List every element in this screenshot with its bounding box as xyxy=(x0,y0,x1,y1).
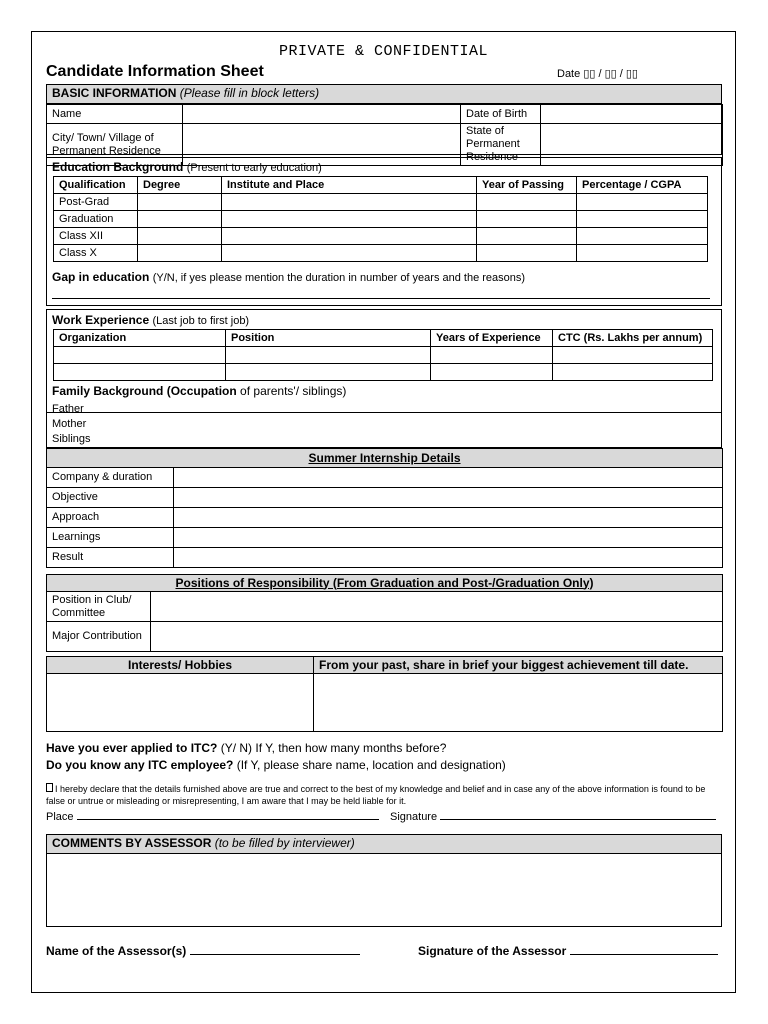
work-heading-row xyxy=(52,313,249,327)
internship-row-label: Learnings xyxy=(47,528,174,548)
place-label: Place xyxy=(46,811,74,823)
internship-row-label: Result xyxy=(47,548,174,568)
assessor-signature-label: Signature of the Assessor xyxy=(418,944,567,958)
work-col-ctc: CTC (Rs. Lakhs per annum) xyxy=(553,330,713,347)
edu-col-percentage: Percentage / CGPA xyxy=(577,177,708,194)
work-note: (Last job to first job) xyxy=(152,315,250,327)
gap-heading-row xyxy=(52,270,525,284)
gap-heading: Gap in education xyxy=(52,270,150,284)
edu-cell[interactable] xyxy=(222,245,477,262)
internship-table xyxy=(46,448,723,568)
work-cell[interactable] xyxy=(431,364,553,381)
place-input[interactable] xyxy=(77,819,379,820)
declaration-checkbox-icon[interactable] xyxy=(46,783,53,792)
edu-row-label: Graduation xyxy=(54,211,138,228)
dob-input[interactable] xyxy=(541,105,723,124)
declaration-text: I hereby declare that the details furnished above are true and correct to the best of my knowledge and belief and in case any of the above information is found to be false or untrue or misleading or misrepresenting, I am aware that I may be held liable for it. xyxy=(46,784,706,806)
por-input[interactable] xyxy=(151,592,723,622)
edu-row-label: Post-Grad xyxy=(54,194,138,211)
city-label: City/ Town/ Village of Permanent Residence xyxy=(47,124,183,166)
assessor-note: (to be filled by interviewer) xyxy=(214,836,355,850)
edu-cell[interactable] xyxy=(577,245,708,262)
education-section xyxy=(46,157,722,306)
work-cell[interactable] xyxy=(431,347,553,364)
place-field xyxy=(46,811,379,823)
work-section xyxy=(46,309,722,413)
questions-block xyxy=(46,740,506,774)
work-table xyxy=(53,329,713,381)
hobbies-input[interactable] xyxy=(47,674,314,732)
edu-cell[interactable] xyxy=(577,194,708,211)
name-input[interactable] xyxy=(183,105,461,124)
date-label: Date xyxy=(557,68,581,80)
por-heading: Positions of Responsibility (From Graduation and Post-/Graduation Only) xyxy=(47,575,723,592)
form-page xyxy=(31,31,736,993)
edu-col-degree: Degree xyxy=(138,177,222,194)
edu-cell[interactable] xyxy=(577,228,708,245)
assessor-name-input[interactable] xyxy=(190,954,360,955)
edu-col-institute: Institute and Place xyxy=(222,177,477,194)
confidential-label: PRIVATE & CONFIDENTIAL xyxy=(278,43,489,60)
edu-cell[interactable] xyxy=(138,228,222,245)
internship-heading: Summer Internship Details xyxy=(47,449,723,468)
itc-applied-note: (Y/ N) If Y, then how many months before? xyxy=(220,741,447,755)
work-cell[interactable] xyxy=(54,364,226,381)
edu-cell[interactable] xyxy=(222,194,477,211)
edu-cell[interactable] xyxy=(477,228,577,245)
internship-row-label: Approach xyxy=(47,508,174,528)
basic-info-section xyxy=(46,84,722,163)
edu-cell[interactable] xyxy=(138,194,222,211)
internship-row-label: Company & duration xyxy=(47,468,174,488)
hobbies-table xyxy=(46,656,723,732)
family-note: of parents'/ siblings) xyxy=(240,384,347,398)
internship-row-label: Objective xyxy=(47,488,174,508)
work-cell[interactable] xyxy=(553,347,713,364)
itc-employee-question xyxy=(46,757,506,774)
work-heading: Work Experience xyxy=(52,313,150,327)
work-cell[interactable] xyxy=(54,347,226,364)
work-cell[interactable] xyxy=(226,364,431,381)
signature-label: Signature xyxy=(390,811,438,823)
date-field[interactable] xyxy=(557,67,638,80)
assessor-name-label: Name of the Assessor(s) xyxy=(46,944,187,958)
education-table xyxy=(53,176,708,262)
hobbies-heading: Interests/ Hobbies xyxy=(47,657,314,674)
edu-cell[interactable] xyxy=(577,211,708,228)
signature-input[interactable] xyxy=(440,819,716,820)
family-siblings-label: Siblings xyxy=(52,433,91,445)
edu-cell[interactable] xyxy=(138,245,222,262)
name-label: Name xyxy=(47,105,183,124)
basic-info-heading: BASIC INFORMATION xyxy=(52,86,177,100)
internship-input[interactable] xyxy=(174,508,723,528)
education-note: (Present to early education) xyxy=(186,162,322,174)
internship-input[interactable] xyxy=(174,548,723,568)
education-heading-row xyxy=(52,160,322,174)
internship-input[interactable] xyxy=(174,468,723,488)
achievement-heading: From your past, share in brief your biggest achievement till date. xyxy=(314,657,723,674)
work-col-position: Position xyxy=(226,330,431,347)
family-heading-row xyxy=(52,384,346,398)
family-list xyxy=(52,402,91,447)
por-input[interactable] xyxy=(151,622,723,652)
basic-info-header xyxy=(47,85,721,104)
assessor-name-field xyxy=(46,944,360,958)
itc-applied-question xyxy=(46,740,506,757)
itc-applied-label: Have you ever applied to ITC? xyxy=(46,741,218,755)
declaration-block xyxy=(46,783,722,807)
date-format: ▯▯ / ▯▯ / ▯▯ xyxy=(583,68,638,80)
family-heading: Family Background (Occupation xyxy=(52,384,237,398)
edu-row-label: Class XII xyxy=(54,228,138,245)
assessor-header xyxy=(47,835,721,854)
assessor-signature-input[interactable] xyxy=(570,954,718,955)
work-col-organization: Organization xyxy=(54,330,226,347)
itc-employee-label: Do you know any ITC employee? xyxy=(46,758,234,772)
edu-col-year: Year of Passing xyxy=(477,177,577,194)
gap-input-line[interactable] xyxy=(52,298,710,299)
gap-note: (Y/N, if yes please mention the duration in number of years and the reasons) xyxy=(152,272,526,284)
form-title: Candidate Information Sheet xyxy=(46,63,264,80)
signature-field xyxy=(390,811,716,823)
por-row-label: Major Contribution xyxy=(47,622,151,652)
edu-row-label: Class X xyxy=(54,245,138,262)
assessor-section xyxy=(46,834,722,927)
edu-cell[interactable] xyxy=(222,211,477,228)
basic-info-note: (Please fill in block letters) xyxy=(179,86,320,100)
edu-cell[interactable] xyxy=(477,211,577,228)
assessor-heading: COMMENTS BY ASSESSOR xyxy=(52,836,212,850)
assessor-comments-input[interactable] xyxy=(47,854,721,926)
edu-cell[interactable] xyxy=(138,211,222,228)
edu-col-qualification: Qualification xyxy=(54,177,138,194)
family-father-label: Father xyxy=(52,403,84,415)
assessor-signature-field xyxy=(418,944,718,958)
education-heading: Education Background xyxy=(52,160,184,174)
work-cell[interactable] xyxy=(226,347,431,364)
internship-input[interactable] xyxy=(174,488,723,508)
edu-cell[interactable] xyxy=(477,245,577,262)
por-table xyxy=(46,574,723,652)
por-row-label: Position in Club/ Committee xyxy=(47,592,151,622)
edu-cell[interactable] xyxy=(222,228,477,245)
work-cell[interactable] xyxy=(553,364,713,381)
dob-label: Date of Birth xyxy=(461,105,541,124)
achievement-input[interactable] xyxy=(314,674,723,732)
edu-cell[interactable] xyxy=(477,194,577,211)
family-mother-label: Mother xyxy=(52,418,87,430)
internship-input[interactable] xyxy=(174,528,723,548)
family-section xyxy=(46,403,722,448)
itc-employee-note: (If Y, please share name, location and designation) xyxy=(236,758,506,772)
state-label: State of Permanent Residence xyxy=(461,124,541,166)
work-col-years: Years of Experience xyxy=(431,330,553,347)
